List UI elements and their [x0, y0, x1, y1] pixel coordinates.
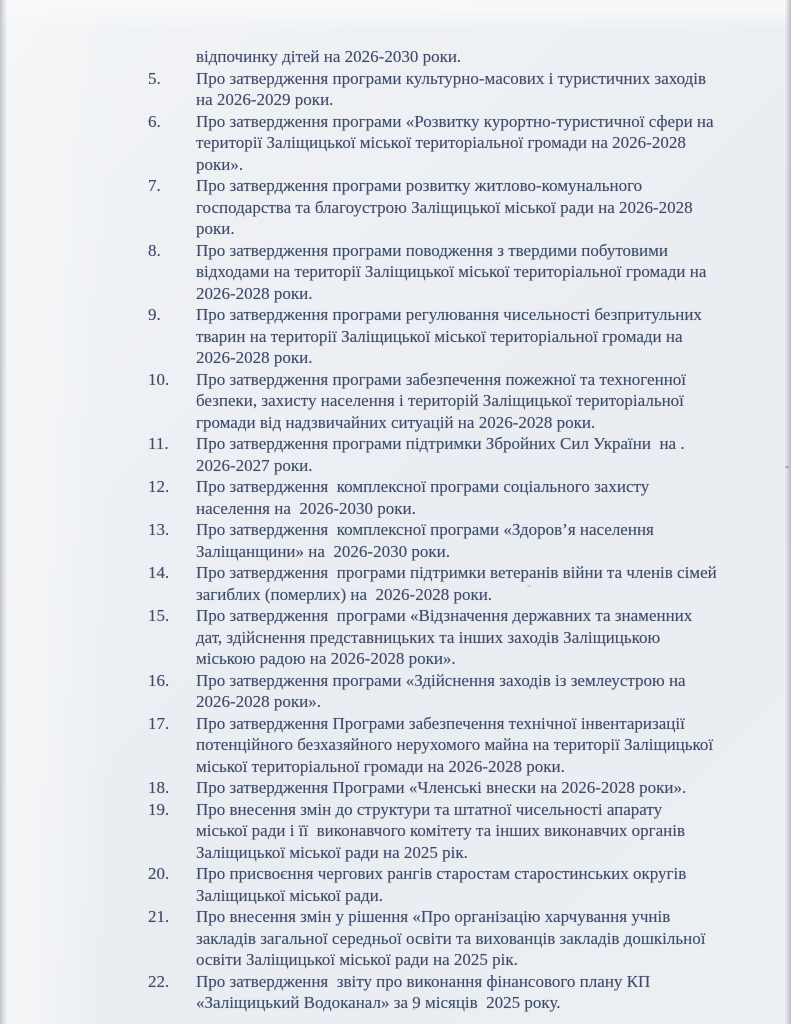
list-item [148, 476, 751, 519]
item-number: 13. [148, 520, 170, 539]
list-item [148, 369, 751, 434]
item-text [196, 863, 751, 906]
item-text-line: 2026-2028 роки. [196, 283, 313, 303]
item-text-line: Про затвердження звіту про виконання фінансового плану КП [196, 971, 651, 991]
item-number: 7. [148, 176, 161, 195]
item-text-line: Про затвердження програми підтримки Збройних Сил України на . [196, 434, 685, 453]
item-text-line: потенційного безхазяйного нерухомого майна на території Заліщицької [196, 735, 714, 754]
item-text-line: Про затвердження програми підтримки ветеранів війни та членів сімей [196, 563, 717, 582]
list-item [148, 605, 751, 670]
list-item [148, 433, 751, 476]
item-text [196, 562, 751, 605]
item-text [196, 240, 751, 305]
item-number: 21. [148, 907, 170, 926]
item-text [196, 476, 751, 519]
item-number: 19. [148, 799, 170, 819]
list-item [148, 670, 751, 713]
item-text-line: Про затвердження програми поводження з твердими побутовими [196, 240, 669, 260]
item-number: 12. [148, 477, 170, 496]
item-text-line: Заліщанщини» на 2026-2030 роки. [196, 541, 450, 561]
item-text [196, 369, 751, 434]
item-number: 18. [148, 778, 170, 797]
agenda-items [148, 68, 751, 1014]
item-text-line: 2026-2028 роки». [196, 692, 322, 711]
item-text-line: 2026-2027 роки. [196, 455, 313, 475]
list-item [148, 562, 751, 605]
item-text-line: Про внесення змін у рішення «Про організацію харчування учнів [196, 907, 671, 926]
item-text [196, 670, 751, 713]
item-number: 9. [148, 305, 161, 324]
item-text-line: Заліщицької міської ради. [196, 885, 384, 905]
item-text-line: міською радою на 2026-2028 роки». [196, 649, 456, 668]
item-text-line: безпеки, захисту населення і територій Заліщицької територіальної [196, 391, 684, 410]
list-item [148, 519, 751, 562]
list-item [148, 906, 751, 971]
list-item [148, 175, 751, 240]
item-number: 11. [148, 434, 169, 453]
item-number: 17. [148, 713, 170, 733]
list-item [148, 713, 751, 778]
item-text-line: Про затвердження комплексної програми «Здоров’я населення [196, 520, 654, 539]
item-text-line: «Заліщицький Водоканал» за 9 місяців 2025 року. [196, 993, 561, 1012]
item-text-line: роки. [196, 219, 235, 238]
item-text-line: Про затвердження програми «Здійснення заходів із землеустрою на [196, 670, 686, 690]
item-text-line: Про затвердження комплексної програми соціального захисту [196, 477, 650, 496]
item-text-line: міської ради і її виконавчого комітету та інших виконавчих органів [196, 821, 685, 840]
item-text-line: Про затвердження Програми «Членські внески на 2026-2028 роки». [196, 778, 687, 797]
item-text-line: Про затвердження програми «Відзначення державних та знаменних [196, 606, 693, 625]
item-text [196, 304, 751, 369]
item-text-line: 2026-2028 роки. [196, 348, 313, 367]
item-text-line: освіти Заліщицької міської ради на 2025 рік. [196, 950, 518, 969]
list-item [148, 863, 751, 906]
item-number: 20. [148, 864, 170, 883]
item-text [196, 111, 751, 176]
item-number: 16. [148, 670, 170, 690]
item-text [196, 799, 751, 864]
item-text-line: загиблих (померлих) на 2026-2028 роки. [196, 584, 493, 604]
list-item [148, 68, 751, 111]
item-text-line: міської територіальної громади на 2026-2028 роки. [196, 756, 565, 776]
item-text-line: Про присвоєння чергових рангів старостам старостинських округів [196, 864, 687, 883]
item-text-line: Про затвердження програми розвитку житлово-комунального [196, 176, 643, 195]
item-number: 5. [148, 68, 161, 88]
list-item [148, 240, 751, 305]
item-text-line: Про затвердження програми забезпечення пожежної та техногенної [196, 369, 687, 389]
item-text-line: тварин на території Заліщицької міської територіальної громади на [196, 326, 683, 346]
list-item [148, 111, 751, 176]
item-text [196, 433, 751, 476]
item-text [196, 68, 751, 111]
item-text-line: Про затвердження Програми забезпечення технічної інвентаризації [196, 713, 685, 733]
item-text-line: господарства та благоустрою Заліщицької міської ради на 2026-2028 [196, 197, 693, 217]
item-text-line: закладів загальної середньої освіти та вихованців закладів дошкільної [196, 928, 706, 948]
item-number: 14. [148, 563, 170, 582]
item-text [196, 906, 751, 971]
item-text-line: дат, здійснення представницьких та інших заходів Заліщицькою [196, 627, 661, 647]
item-text-line: Про внесення змін до структури та штатної чисельності апарату [196, 799, 663, 819]
item-number: 22. [148, 971, 170, 991]
item-text [196, 605, 751, 670]
item-text [196, 175, 751, 240]
item-number: 8. [148, 240, 161, 260]
item-number: 6. [148, 111, 161, 131]
list-item [148, 777, 751, 799]
scan-speck [785, 466, 789, 468]
item-text-line: Про затвердження програми культурно-масових і туристичних заходів [196, 68, 707, 88]
item-text-line: громади від надзвичайних ситуацій на 2026-2028 роки. [196, 412, 596, 432]
list-item [148, 304, 751, 369]
item-text [196, 971, 751, 1014]
item-text [196, 777, 751, 799]
item-text-line: Про затвердження програми регулювання чисельності безпритульних [196, 305, 702, 324]
item-text-line: на 2026-2029 роки. [196, 90, 334, 109]
item-text-line: Про затвердження програми «Розвитку курортно-туристичної сфери на [196, 111, 714, 131]
list-item [148, 971, 751, 1014]
item-number: 15. [148, 606, 170, 625]
item-text-line: відходами на території Заліщицької міської територіальної громади на [196, 262, 707, 281]
list-item [148, 799, 751, 864]
item-text-line: роки». [196, 154, 244, 174]
item-text-line: Заліщицької міської ради на 2025 рік. [196, 842, 468, 862]
item-number: 10. [148, 369, 170, 389]
item-text [196, 519, 751, 562]
item-text-line: населення на 2026-2030 роки. [196, 498, 416, 518]
item-text [196, 713, 751, 778]
continuation-line: відпочинку дітей на 2026-2030 роки. [196, 47, 462, 66]
item-text-line: території Заліщицької міської територіальної громади на 2026-2028 [196, 133, 686, 152]
